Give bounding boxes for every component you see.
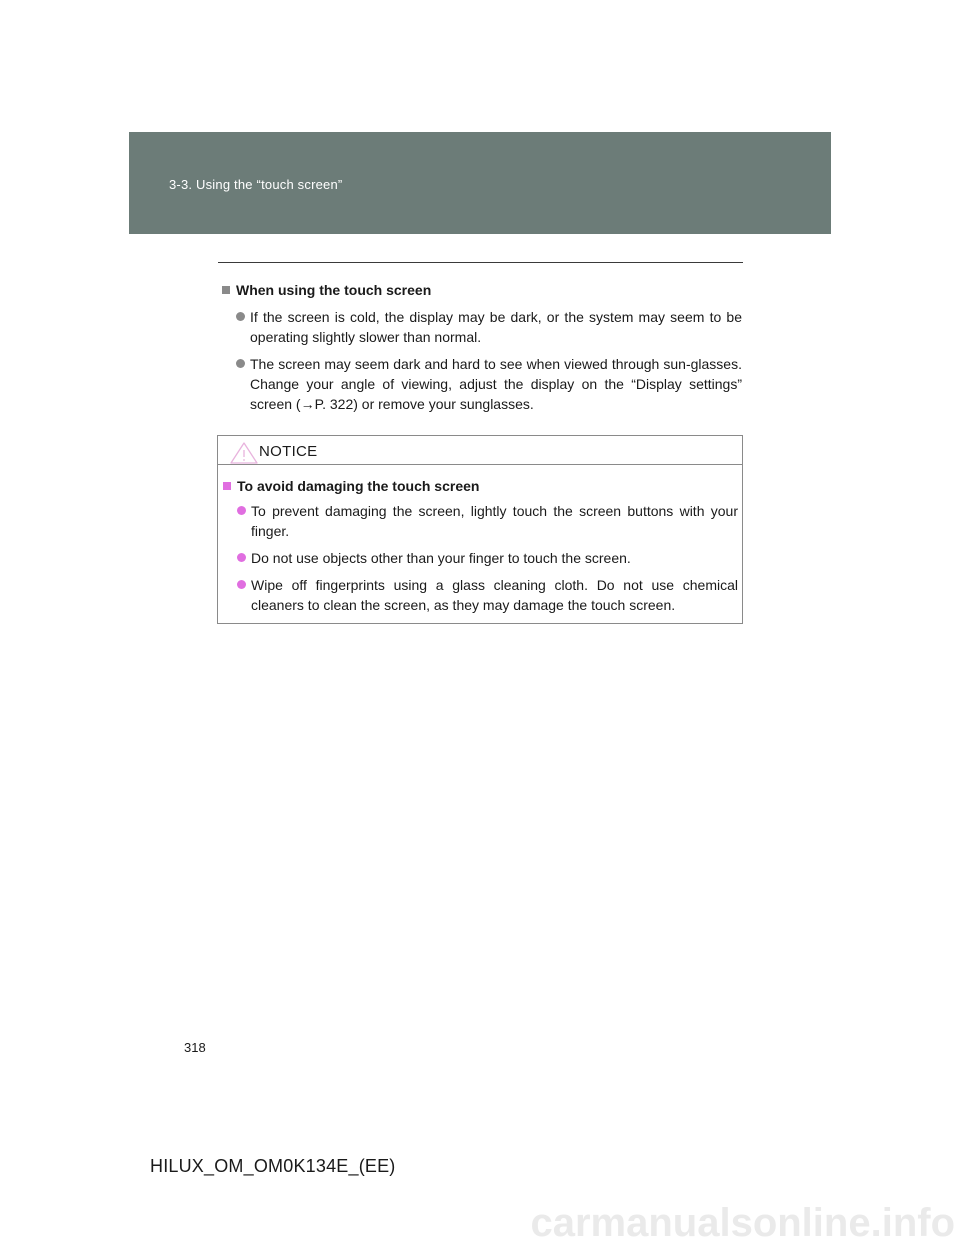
circle-bullet-icon bbox=[237, 580, 246, 589]
header-divider bbox=[218, 262, 743, 263]
section-header-band bbox=[129, 132, 831, 234]
circle-bullet-icon bbox=[236, 359, 245, 368]
square-bullet-icon bbox=[222, 286, 230, 294]
notice-topic-label: To avoid damaging the touch screen bbox=[237, 478, 480, 494]
info-bullet-text: If the screen is cold, the display may be dark, or the system may seem to be operating slightly slower than normal. bbox=[250, 309, 742, 345]
warning-triangle-icon bbox=[229, 441, 259, 465]
info-topic-label: When using the touch screen bbox=[236, 282, 432, 298]
square-bullet-icon bbox=[223, 482, 231, 490]
notice-box bbox=[217, 435, 743, 624]
circle-bullet-icon bbox=[237, 553, 246, 562]
notice-label: NOTICE bbox=[259, 443, 318, 460]
notice-body bbox=[223, 476, 738, 615]
notice-bullet bbox=[237, 548, 738, 568]
circle-bullet-icon bbox=[236, 312, 245, 321]
section-title: 3-3. Using the “touch screen” bbox=[169, 177, 343, 192]
circle-bullet-icon bbox=[237, 506, 246, 515]
info-bullet bbox=[236, 354, 742, 414]
document-code: HILUX_OM_OM0K134E_(EE) bbox=[150, 1156, 396, 1176]
info-topic bbox=[222, 280, 742, 300]
notice-bullet bbox=[237, 501, 738, 541]
page-number: 318 bbox=[184, 1040, 206, 1055]
notice-topic bbox=[223, 476, 738, 496]
notice-bullet-text: Do not use objects other than your finger to touch the screen. bbox=[251, 550, 631, 566]
info-bullet-text: The screen may seem dark and hard to see when viewed through sun-glasses. Change your angle of viewing, adjust the display on the “Display settings” screen (→P. 322) or remove your sunglasses. bbox=[250, 356, 742, 412]
info-section bbox=[222, 280, 742, 414]
notice-bullet bbox=[237, 575, 738, 615]
notice-bullet-text: Wipe off fingerprints using a glass cleaning cloth. Do not use chemical cleaners to clean the screen, as they may damage the touch screen. bbox=[251, 577, 738, 613]
watermark-text: carmanualsonline.info bbox=[530, 1201, 955, 1242]
info-bullet bbox=[236, 307, 742, 347]
notice-bullet-text: To prevent damaging the screen, lightly touch the screen buttons with your finger. bbox=[251, 503, 738, 539]
notice-header bbox=[218, 436, 742, 465]
